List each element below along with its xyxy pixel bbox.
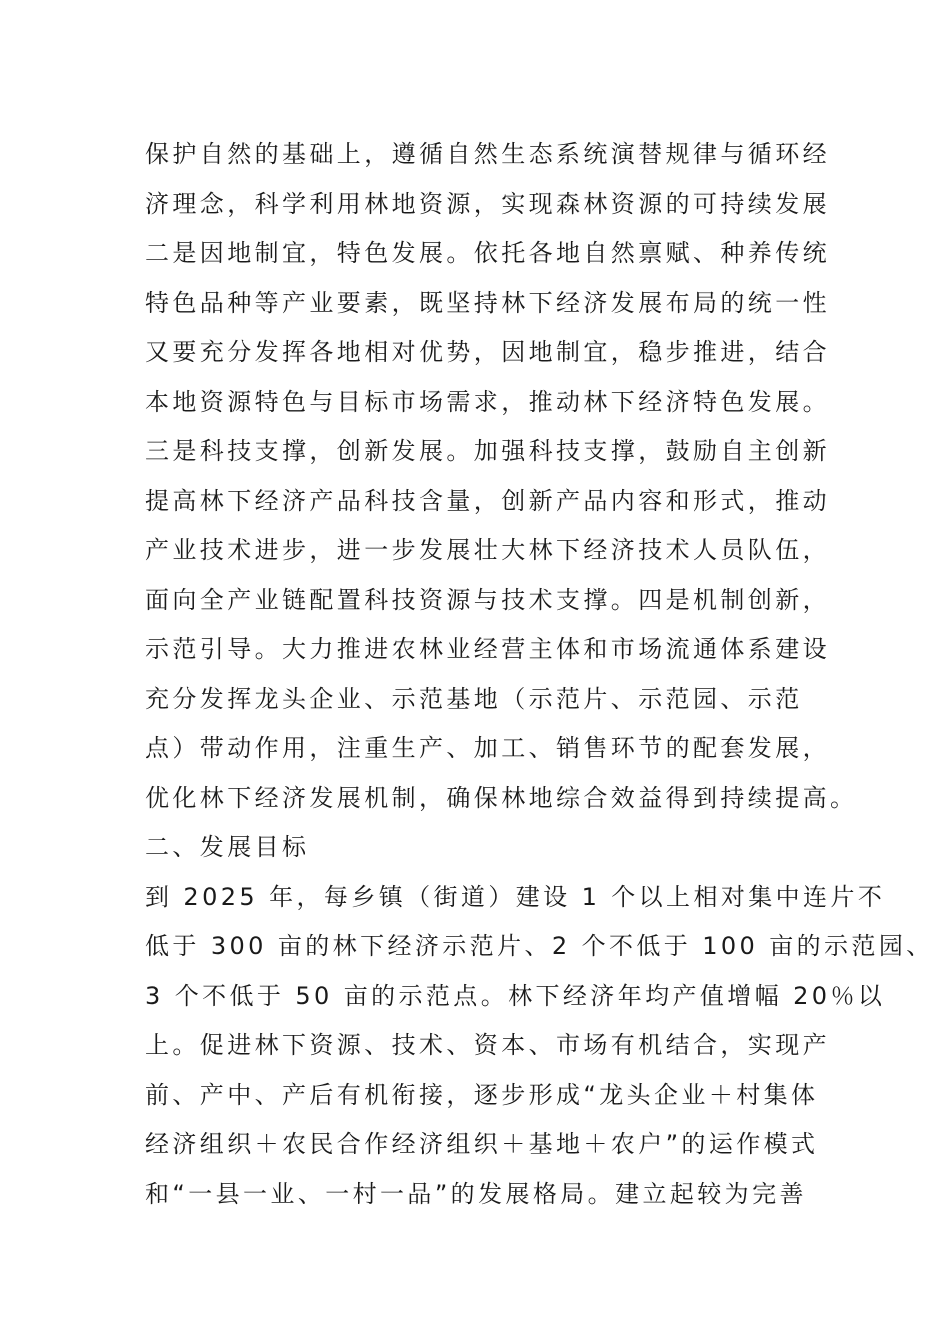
text-line: 经济组织＋农民合作经济组织＋基地＋农户”的运作模式 <box>145 1130 819 1158</box>
text-line: 本地资源特色与目标市场需求，推动林下经济特色发展。 <box>145 387 830 416</box>
text-line: 特色品种等产业要素，既坚持林下经济发展布局的统一性 <box>145 288 830 317</box>
text-line: 济理念，科学利用林地资源，实现森林资源的可持续发展 <box>145 189 830 218</box>
text-line: 和“一县一业、一村一品”的发展格局。建立起较为完善 <box>145 1179 807 1208</box>
text-line: 点）带动作用，注重生产、加工、销售环节的配套发展， <box>145 734 830 762</box>
text-line: 上。促进林下资源、技术、资本、市场有机结合，实现产 <box>145 1031 830 1059</box>
text-line: 又要充分发挥各地相对优势，因地制宜，稳步推进，结合 <box>145 338 830 366</box>
text-line: 低于 300 亩的林下经济示范片、2 个不低于 100 亩的示范园、 <box>145 932 934 960</box>
section-heading: 二、发展目标 <box>145 833 310 861</box>
body-text <box>145 130 934 1219</box>
text-line: 前、产中、产后有机衔接，逐步形成“龙头企业＋村集体 <box>145 1080 819 1109</box>
text-line: 充分发挥龙头企业、示范基地（示范片、示范园、示范 <box>145 684 803 713</box>
text-line: 保护自然的基础上，遵循自然生态系统演替规律与循环经 <box>145 140 830 168</box>
text-line: 3 个不低于 50 亩的示范点。林下经济年均产值增幅 20％以 <box>145 981 886 1010</box>
text-line: 面向全产业链配置科技资源与技术支撑。四是机制创新， <box>145 585 830 614</box>
text-line: 优化林下经济发展机制，确保林地综合效益得到持续提高。 <box>145 783 858 812</box>
text-line: 二是因地制宜，特色发展。依托各地自然禀赋、种养传统 <box>145 239 830 267</box>
text-line: 到 2025 年，每乡镇（街道）建设 1 个以上相对集中连片不 <box>145 882 886 911</box>
text-line: 三是科技支撑，创新发展。加强科技支撑，鼓励自主创新 <box>145 437 830 465</box>
text-line: 提高林下经济产品科技含量，创新产品内容和形式，推动 <box>145 486 830 515</box>
text-line: 产业技术进步，进一步发展壮大林下经济技术人员队伍， <box>145 536 830 564</box>
text-line: 示范引导。大力推进农林业经营主体和市场流通体系建设 <box>145 635 830 663</box>
